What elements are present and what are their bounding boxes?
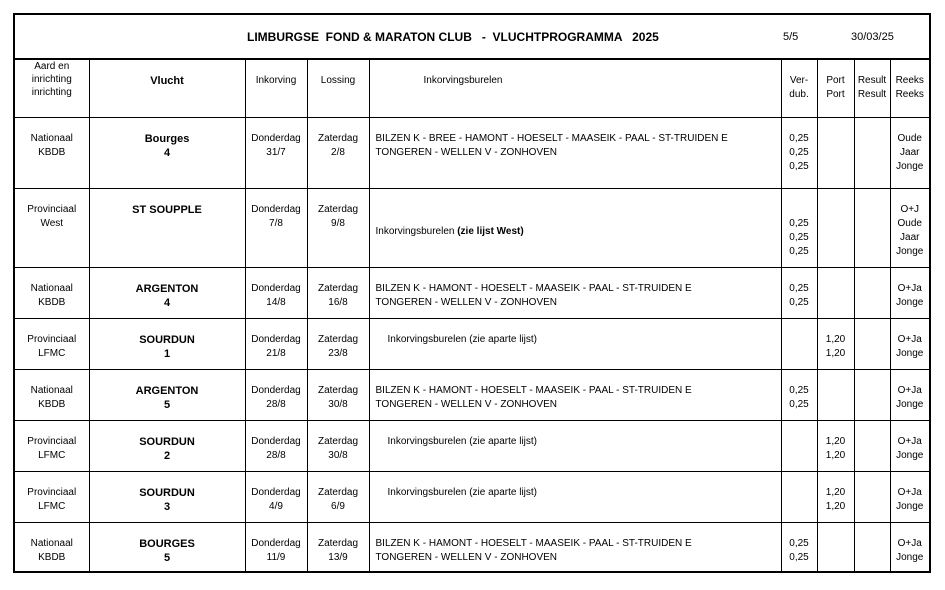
burelen-line: BILZEN K - BREE - HAMONT - HOESELT - MAASEIK - PAAL - ST-TRUIDEN E — [375, 132, 728, 144]
result-cell — [854, 117, 890, 188]
header-result-line: Result — [857, 75, 887, 86]
flight-row — [15, 420, 929, 471]
inkorving-line: 28/8 — [266, 398, 286, 410]
lossing-line: Zaterdag — [317, 132, 359, 144]
lossing-cell — [307, 318, 369, 369]
lossing-line: 9/8 — [331, 217, 345, 229]
aard-cell — [15, 420, 89, 471]
lossing-line: 30/8 — [328, 449, 348, 461]
inkorving-line: 7/8 — [269, 217, 283, 229]
flight-row — [15, 369, 929, 420]
lossing-line: 2/8 — [331, 146, 345, 158]
reeks-cell — [890, 471, 929, 522]
flight-row — [15, 522, 929, 573]
vlucht-line: ARGENTON — [135, 282, 199, 295]
header-verdub — [781, 60, 817, 117]
lossing-cell — [307, 267, 369, 318]
aard-line: Nationaal — [30, 537, 73, 549]
header-port — [817, 60, 854, 117]
burelen-line: BILZEN K - HAMONT - HOESELT - MAASEIK - PAAL - ST-TRUIDEN E — [375, 282, 692, 294]
lossing-cell — [307, 420, 369, 471]
aard-cell — [15, 471, 89, 522]
lossing-line: 6/9 — [331, 500, 345, 512]
result-cell — [854, 188, 890, 267]
verdub-line: 0,25 — [789, 217, 809, 229]
vlucht-cell — [89, 369, 245, 420]
inkorving-cell — [245, 522, 307, 573]
aard-cell — [15, 369, 89, 420]
inkorving-line: 21/8 — [266, 347, 286, 359]
flight-row — [15, 267, 929, 318]
inkorving-cell — [245, 267, 307, 318]
port-cell — [817, 188, 854, 267]
vlucht-cell — [89, 522, 245, 573]
verdub-cell — [781, 369, 817, 420]
reeks-line: Jonge — [896, 551, 924, 563]
port-cell — [817, 117, 854, 188]
document-date: 30/03/25 — [851, 31, 894, 43]
lossing-line: 30/8 — [328, 398, 348, 410]
verdub-line: 0,25 — [789, 384, 809, 396]
vlucht-line: 4 — [163, 296, 171, 309]
reeks-line: O+Ja — [897, 333, 922, 345]
reeks-line: O+J — [900, 203, 920, 215]
reeks-cell — [890, 318, 929, 369]
vlucht-line: Bourges — [144, 132, 190, 145]
aard-cell — [15, 318, 89, 369]
header-reeks-line: Reeks — [895, 89, 924, 100]
burelen-cell — [369, 318, 781, 369]
header-aard — [15, 60, 89, 117]
verdub-cell — [781, 117, 817, 188]
reeks-line: Jaar — [900, 146, 920, 158]
port-cell — [817, 267, 854, 318]
title-bar — [15, 15, 929, 60]
port-line: 1,20 — [825, 435, 846, 447]
inkorving-line: Donderdag — [251, 333, 301, 345]
verdub-line: 0,25 — [789, 132, 809, 144]
aard-line: KBDB — [38, 398, 66, 410]
verdub-line: 0,25 — [789, 146, 809, 158]
burelen-text: Inkorvingsburelen (zie aparte lijst) — [387, 333, 538, 345]
lossing-cell — [307, 522, 369, 573]
aard-cell — [15, 117, 89, 188]
aard-cell — [15, 522, 89, 573]
burelen-cell — [369, 471, 781, 522]
vlucht-cell — [89, 267, 245, 318]
burelen-cell — [369, 267, 781, 318]
inkorving-line: Donderdag — [251, 435, 301, 447]
aard-line: LFMC — [38, 449, 66, 461]
vlucht-cell — [89, 471, 245, 522]
header-burelen: Inkorvingsburelen — [369, 60, 781, 117]
result-cell — [854, 471, 890, 522]
reeks-cell — [890, 420, 929, 471]
flight-row — [15, 471, 929, 522]
vlucht-line: SOURDUN — [139, 435, 195, 448]
port-line: 1,20 — [825, 347, 846, 359]
verdub-line: 0,25 — [789, 231, 809, 243]
flight-schedule-table — [15, 60, 929, 573]
header-port-line: Port — [826, 75, 845, 86]
inkorving-cell — [245, 369, 307, 420]
aard-cell — [15, 188, 89, 267]
header-aard-line: inrichting — [31, 74, 72, 85]
lossing-line: 16/8 — [328, 296, 348, 308]
lossing-line: Zaterdag — [317, 203, 359, 215]
header-aard-line: inrichting — [31, 87, 72, 98]
port-cell — [817, 369, 854, 420]
inkorving-line: Donderdag — [251, 384, 301, 396]
reeks-line: Jonge — [896, 500, 924, 512]
reeks-line: O+Ja — [897, 435, 922, 447]
reeks-cell — [890, 188, 929, 267]
inkorving-cell — [245, 188, 307, 267]
reeks-line: Oude — [897, 132, 922, 144]
vlucht-cell — [89, 117, 245, 188]
burelen-text: Inkorvingsburelen — [375, 225, 458, 237]
burelen-cell — [369, 420, 781, 471]
vlucht-cell — [89, 318, 245, 369]
aard-line: KBDB — [38, 551, 66, 563]
port-cell — [817, 471, 854, 522]
aard-line: Nationaal — [30, 132, 73, 144]
aard-line: Provinciaal — [27, 435, 77, 447]
burelen-line: TONGEREN - WELLEN V - ZONHOVEN — [375, 146, 558, 158]
burelen-line: TONGEREN - WELLEN V - ZONHOVEN — [375, 551, 558, 563]
header-result — [854, 60, 890, 117]
burelen-line: TONGEREN - WELLEN V - ZONHOVEN — [375, 296, 558, 308]
reeks-cell — [890, 267, 929, 318]
aard-line: Provinciaal — [27, 333, 77, 345]
inkorving-line: Donderdag — [251, 282, 301, 294]
header-verdub-line: dub. — [789, 89, 809, 100]
verdub-cell — [781, 522, 817, 573]
port-line: 1,20 — [825, 500, 846, 512]
lossing-line: Zaterdag — [317, 537, 359, 549]
reeks-line: O+Ja — [897, 384, 922, 396]
verdub-cell — [781, 267, 817, 318]
inkorving-cell — [245, 471, 307, 522]
page-title: LIMBURGSE FOND & MARATON CLUB - VLUCHTPROGRAMMA 2025 — [247, 30, 659, 44]
burelen-cell — [369, 522, 781, 573]
vlucht-cell — [89, 188, 245, 267]
result-cell — [854, 267, 890, 318]
reeks-line: O+Ja — [897, 537, 922, 549]
inkorving-line: Donderdag — [251, 537, 301, 549]
result-cell — [854, 369, 890, 420]
header-reeks — [890, 60, 929, 117]
verdub-cell — [781, 471, 817, 522]
vlucht-line: SOURDUN — [139, 333, 195, 346]
burelen-note: (zie lijst West) — [457, 225, 524, 237]
header-inkorving: Inkorving — [245, 60, 307, 117]
inkorving-line: 14/8 — [266, 296, 286, 308]
lossing-line: 13/9 — [328, 551, 348, 563]
lossing-cell — [307, 471, 369, 522]
burelen-text: Inkorvingsburelen (zie aparte lijst) — [387, 486, 538, 498]
verdub-cell — [781, 188, 817, 267]
reeks-cell — [890, 117, 929, 188]
inkorving-line: 31/7 — [266, 146, 286, 158]
verdub-line: 0,25 — [789, 296, 809, 308]
reeks-line: O+Ja — [897, 282, 922, 294]
port-line: 1,20 — [825, 333, 846, 345]
verdub-line: 0,25 — [789, 551, 809, 563]
verdub-line: 0,25 — [789, 160, 809, 172]
port-line: 1,20 — [825, 486, 846, 498]
reeks-line: O+Ja — [897, 486, 922, 498]
vlucht-line: 3 — [163, 500, 171, 513]
burelen-line: BILZEN K - HAMONT - HOESELT - MAASEIK - PAAL - ST-TRUIDEN E — [375, 537, 692, 549]
lossing-line: Zaterdag — [317, 486, 359, 498]
header-row — [15, 60, 929, 117]
verdub-line: 0,25 — [789, 398, 809, 410]
burelen-cell — [369, 188, 781, 267]
inkorving-cell — [245, 318, 307, 369]
burelen-line: BILZEN K - HAMONT - HOESELT - MAASEIK - PAAL - ST-TRUIDEN E — [375, 384, 692, 396]
aard-line: Nationaal — [30, 282, 73, 294]
lossing-line: Zaterdag — [317, 333, 359, 345]
verdub-line: 0,25 — [789, 282, 809, 294]
lossing-cell — [307, 188, 369, 267]
reeks-line: Jonge — [896, 296, 924, 308]
aard-line: LFMC — [38, 500, 66, 512]
flight-row — [15, 318, 929, 369]
reeks-line: Jaar — [900, 231, 920, 243]
header-result-line: Result — [857, 89, 887, 100]
verdub-cell — [781, 318, 817, 369]
port-cell — [817, 420, 854, 471]
vlucht-line: BOURGES — [139, 537, 195, 550]
verdub-cell — [781, 420, 817, 471]
lossing-line: 23/8 — [328, 347, 348, 359]
inkorving-line: 11/9 — [266, 551, 286, 563]
lossing-line: Zaterdag — [317, 282, 359, 294]
result-cell — [854, 420, 890, 471]
program-sheet — [13, 13, 931, 573]
aard-line: Provinciaal — [27, 203, 77, 215]
lossing-line: Zaterdag — [317, 435, 359, 447]
reeks-line: Jonge — [896, 160, 924, 172]
burelen-line: TONGEREN - WELLEN V - ZONHOVEN — [375, 398, 558, 410]
burelen-cell — [369, 369, 781, 420]
inkorving-line: 28/8 — [266, 449, 286, 461]
port-cell — [817, 522, 854, 573]
reeks-line: Jonge — [896, 347, 924, 359]
inkorving-cell — [245, 117, 307, 188]
vlucht-line: 1 — [163, 347, 171, 360]
vlucht-cell — [89, 420, 245, 471]
vlucht-line: 4 — [163, 146, 171, 159]
inkorving-cell — [245, 420, 307, 471]
verdub-line: 0,25 — [789, 537, 809, 549]
flight-row — [15, 117, 929, 188]
inkorving-line: Donderdag — [251, 486, 301, 498]
header-verdub-line: Ver- — [789, 75, 809, 86]
vlucht-line: 5 — [163, 551, 171, 564]
reeks-line: Oude — [897, 217, 922, 229]
verdub-line: 0,25 — [789, 245, 809, 257]
flight-row — [15, 188, 929, 267]
aard-line: KBDB — [38, 296, 66, 308]
aard-cell — [15, 267, 89, 318]
aard-line: Provinciaal — [27, 486, 77, 498]
reeks-line: Jonge — [896, 449, 924, 461]
header-reeks-line: Reeks — [895, 75, 924, 86]
result-cell — [854, 318, 890, 369]
lossing-cell — [307, 369, 369, 420]
burelen-text: Inkorvingsburelen (zie aparte lijst) — [387, 435, 538, 447]
vlucht-line: 5 — [163, 398, 171, 411]
burelen-cell — [369, 117, 781, 188]
reeks-line: Jonge — [896, 398, 924, 410]
header-port-line: Port — [826, 89, 845, 100]
page-number: 5/5 — [783, 31, 799, 43]
inkorving-line: 4/9 — [269, 500, 283, 512]
lossing-line: Zaterdag — [317, 384, 359, 396]
reeks-cell — [890, 522, 929, 573]
vlucht-line: SOURDUN — [139, 486, 195, 499]
vlucht-line: 2 — [163, 449, 171, 462]
aard-line: KBDB — [38, 146, 66, 158]
aard-line: Nationaal — [30, 384, 73, 396]
vlucht-line: ST SOUPPLE — [132, 203, 202, 216]
inkorving-line: Donderdag — [251, 132, 301, 144]
reeks-cell — [890, 369, 929, 420]
vlucht-line: ARGENTON — [135, 384, 199, 397]
port-line: 1,20 — [825, 449, 846, 461]
header-vlucht: Vlucht — [89, 60, 245, 117]
port-cell — [817, 318, 854, 369]
inkorving-line: Donderdag — [251, 203, 301, 215]
reeks-line: Jonge — [896, 245, 924, 257]
header-lossing: Lossing — [307, 60, 369, 117]
aard-line: West — [40, 217, 64, 229]
aard-line: LFMC — [38, 347, 66, 359]
result-cell — [854, 522, 890, 573]
lossing-cell — [307, 117, 369, 188]
header-aard-line: Aard en — [34, 61, 70, 72]
